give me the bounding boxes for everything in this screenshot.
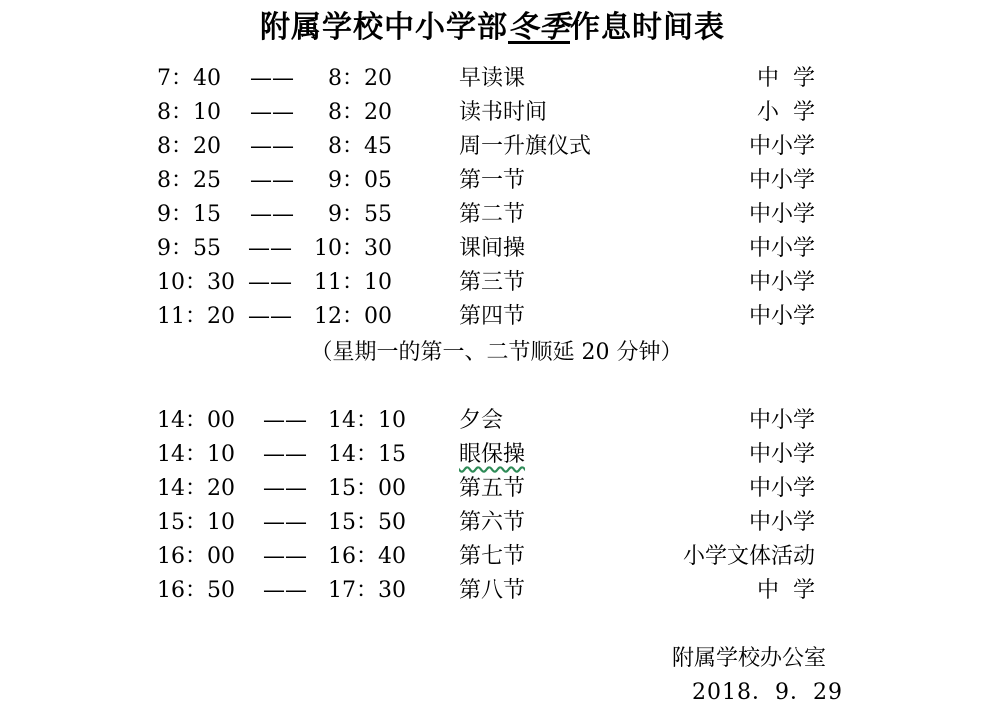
title-suffix: 作息时间表 [570,10,725,45]
grade-level: 中小学 [748,270,815,295]
schedule-row-morning-6 [0,232,985,266]
time-dash: —— [263,442,307,467]
time-dash: —— [250,66,294,91]
start-time: 15：10 [157,510,235,535]
grade-level: 中小学 [748,408,815,433]
activity-name: 第二节 [459,202,526,227]
schedule-row-morning-1 [0,62,985,96]
time-dash: —— [250,134,294,159]
start-time: 9：55 [157,236,221,261]
end-time: 10：30 [314,236,392,261]
start-time: 8：20 [157,134,221,159]
end-time: 9：05 [328,168,392,193]
end-time: 11：10 [314,270,392,295]
start-time: 14：00 [157,408,235,433]
activity-name: 第三节 [459,270,526,295]
title-prefix: 附属学校中小学部 [260,10,508,45]
activity-name: 早读课 [459,66,526,91]
grade-level: 中小学 [748,304,815,329]
end-time: 8：45 [328,134,392,159]
activity-name: 第一节 [459,168,526,193]
end-time: 14：15 [328,442,406,467]
end-time: 15：50 [328,510,406,535]
activity-name: 周一升旗仪式 [459,134,592,159]
schedule-row-morning-3 [0,130,985,164]
activity-name: 眼保操 [459,442,526,467]
grade-level: 中 学 [757,66,815,91]
start-time: 14：10 [157,442,235,467]
start-time: 11：20 [157,304,235,329]
title-season: 冬季 [508,10,570,45]
grade-level: 中小学 [748,510,815,535]
grade-level: 中小学 [748,236,815,261]
schedule-row-morning-8 [0,300,985,334]
activity-name: 第五节 [459,476,526,501]
time-dash: —— [263,408,307,433]
activity-name: 第六节 [459,510,526,535]
schedule-row-afternoon-3 [0,472,985,506]
time-dash: —— [248,304,292,329]
activity-name: 读书时间 [459,100,548,125]
end-time: 17：30 [328,578,406,603]
schedule-row-afternoon-6 [0,574,985,608]
end-time: 12：00 [314,304,392,329]
issue-date: 2018．9．29 [692,680,843,705]
schedule-row-afternoon-5 [0,540,985,574]
time-dash: —— [250,202,294,227]
schedule-row-morning-2 [0,96,985,130]
start-time: 10：30 [157,270,235,295]
activity-name: 第八节 [459,578,526,603]
activity-name: 第七节 [459,544,526,569]
start-time: 9：15 [157,202,221,227]
start-time: 7：40 [157,66,221,91]
end-time: 9：55 [328,202,392,227]
time-dash: —— [263,476,307,501]
schedule-row-morning-4 [0,164,985,198]
schedule-row-afternoon-2 [0,438,985,472]
time-dash: —— [263,510,307,535]
start-time: 16：50 [157,578,235,603]
start-time: 16：00 [157,544,235,569]
grade-level: 小学文体活动 [682,544,815,569]
activity-name: 夕会 [459,408,504,433]
end-time: 14：10 [328,408,406,433]
grade-level: 中小学 [748,476,815,501]
start-time: 14：20 [157,476,235,501]
grade-level: 中小学 [748,442,815,467]
schedule-row-afternoon-4 [0,506,985,540]
start-time: 8：25 [157,168,221,193]
activity-name: 课间操 [459,236,526,261]
grade-level: 中 学 [757,578,815,603]
end-time: 15：00 [328,476,406,501]
time-dash: —— [248,270,292,295]
start-time: 8：10 [157,100,221,125]
grade-level: 小 学 [757,100,815,125]
time-dash: —— [248,236,292,261]
time-dash: —— [263,544,307,569]
activity-name: 第四节 [459,304,526,329]
grade-level: 中小学 [748,134,815,159]
end-time: 8：20 [328,100,392,125]
time-dash: —— [250,168,294,193]
monday-note: （星期一的第一、二节顺延 20 分钟） [310,340,683,365]
end-time: 16：40 [328,544,406,569]
page-title [0,8,985,48]
time-dash: —— [263,578,307,603]
issuing-office: 附属学校办公室 [672,646,827,671]
schedule-row-morning-5 [0,198,985,232]
schedule-row-afternoon-1 [0,404,985,438]
end-time: 8：20 [328,66,392,91]
schedule-row-morning-7 [0,266,985,300]
grade-level: 中小学 [748,168,815,193]
time-dash: —— [250,100,294,125]
grade-level: 中小学 [748,202,815,227]
